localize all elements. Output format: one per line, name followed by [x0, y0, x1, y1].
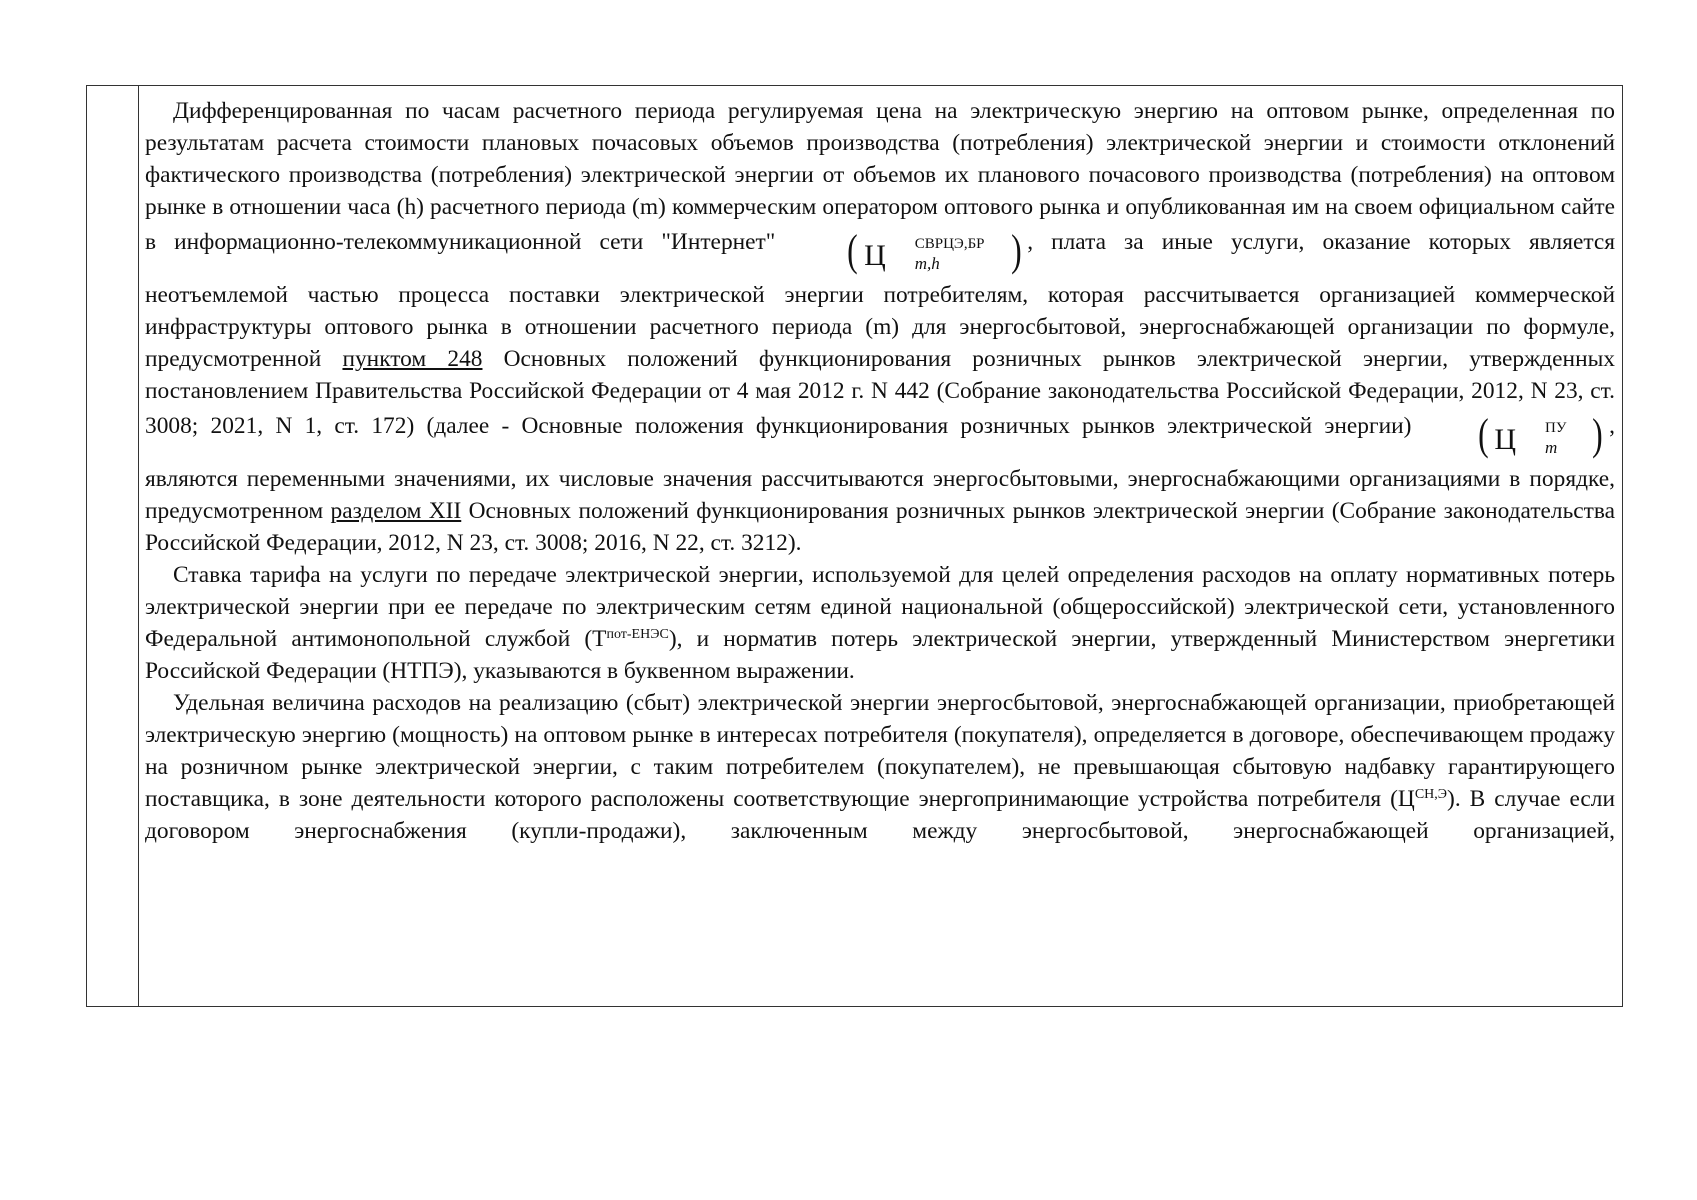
- formula-1-superscript: СВРЦЭ,БР: [914, 235, 985, 252]
- link-razdel-xii[interactable]: разделом XII: [330, 498, 462, 524]
- paragraph-2-text-a: Ставка тарифа на услуги по передаче электрической энергии, используемой для целей определения расходов на оплату нормативных потерь электрической энергии при ее передаче по электрическим сетям единой национальной (общероссийской) электрической сети, установленного Федеральной антимонопольной службой (Т: [145, 562, 1615, 652]
- paragraph-1-text-c: Основных положений функционирования розничных рынков электрической энергии, утвержденных постановлением Правительства Российской Федерации от 4 мая 2012 г. N 442 (Собрание законодательства Российской Федерации, 2012, N 23, ст. 3008; 2021, N 1, ст. 172) (далее - Основные положения функционирования розничных рынков электрической энергии): [145, 346, 1616, 439]
- paragraph-1-text-d: , являются переменными значениями, их числовые значения рассчитываются энергосбытовыми, энергоснабжающими организациями в порядке, предусмотренном: [145, 413, 1615, 524]
- right-paren: ): [1592, 410, 1604, 459]
- paragraph-regulated-price: [145, 95, 1615, 559]
- paragraph-3-text-a: Удельная величина расходов на реализацию (сбыт) электрической энергии энергосбытовой, энергоснабжающей организации, приобретающей электрическую энергию (мощность) на оптовом рынке в интересах потребителя (покупателя), определяется в договоре, обеспечивающем продажу на розничном рынке электрической энергии, с таким потребителем (покупателем), не превышающая сбытовую надбавку гарантирующего поставщика, в зоне деятельности которого расположены соответствующие энергопринимающие устройства потребителя (Ц: [145, 690, 1615, 812]
- paragraph-3-superscript: СН,Э: [1414, 787, 1448, 802]
- formula-1-subscript: m,h: [914, 253, 940, 273]
- right-paren: ): [1010, 226, 1022, 275]
- formula-2-indices: [1517, 419, 1567, 459]
- formula-1-indices: [887, 235, 985, 275]
- formula-2-superscript: ПУ: [1545, 419, 1567, 436]
- paragraph-1-text-a: Дифференцированная по часам расчетного периода регулируемая цена на электрическую энергию на оптовом рынке, определенная по результатам расчета стоимости плановых почасовых объемов производства (потребления) электрической энергии и стоимости отклонений фактического производства (потребления) электрической энергии от объемов их планового почасового производства (потребления) на оптовом рынке в отношении часа (h) расчетного периода (m) коммерческим оператором оптового рынка и опубликованная им на своем официальном сайте в информационно-телекоммуникационной сети "Интернет": [145, 98, 1615, 255]
- table-left-column: [87, 86, 139, 1006]
- formula-1-symbol: Ц: [864, 239, 886, 272]
- paragraph-3-text-b: ). В случае если договором энергоснабжения (купли-продажи), заключенным между энергосбытовой, энергоснабжающей организацией,: [145, 786, 1615, 844]
- paragraph-specific-expenses: [145, 687, 1615, 847]
- formula-2-subscript: m: [1545, 437, 1558, 457]
- formula-2-symbol: Ц: [1494, 423, 1517, 456]
- link-punkt-248[interactable]: пунктом 248: [342, 346, 483, 372]
- left-paren: (: [847, 226, 859, 275]
- left-paren: (: [1477, 410, 1489, 459]
- formula-svrce-br: [793, 223, 1027, 279]
- paragraph-1-text-b: , плата за иные услуги, оказание которых является неотъемлемой частью процесса поставки электрической энергии потребителям, которая рассчитывается организацией коммерческой инфраструктуры оптового рынка в отношении расчетного периода (m) для энергосбытовой, энергоснабжающей организации по формуле, предусмотренной: [145, 229, 1616, 372]
- paragraph-1-text-e: Основных положений функционирования розничных рынков электрической энергии (Собрание законодательства Российской Федерации, 2012, N 23, ст. 3008; 2016, N 22, ст. 3212).: [145, 498, 1615, 556]
- document-table: [86, 85, 1623, 1007]
- paragraph-tariff-rate: [145, 559, 1615, 687]
- formula-pu: [1424, 407, 1609, 463]
- paragraph-2-text-b: ), и норматив потерь электрической энергии, утвержденный Министерством энергетики Российской Федерации (НТПЭ), указываются в буквенном выражении.: [145, 626, 1615, 684]
- paragraph-2-superscript: пот-ЕНЭС: [606, 627, 669, 642]
- table-right-column: [145, 95, 1615, 847]
